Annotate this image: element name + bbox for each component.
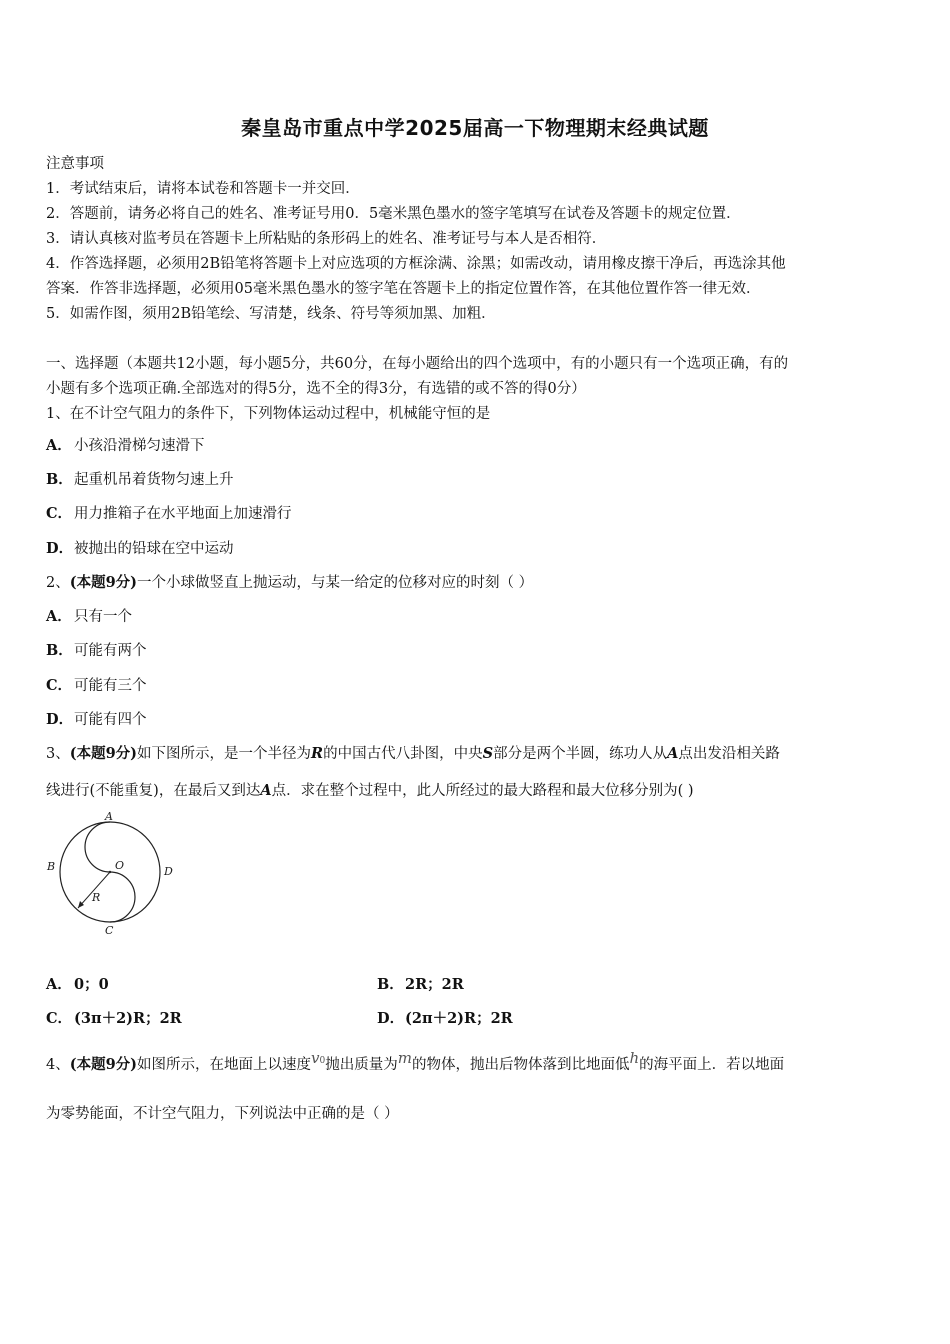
q4-var-v: v [311, 1049, 320, 1067]
option-text: 起重机吊着货物匀速上升 [74, 472, 234, 488]
option-text: 可能有四个 [74, 712, 147, 728]
q2-option-a [46, 605, 132, 626]
q3-text-2a: 线进行(不能重复)，在最后又到达 [46, 783, 261, 799]
q4-score: (本题9分) [69, 1056, 138, 1073]
q3-text-a: 如下图所示，是一个半径为 [137, 746, 312, 762]
option-letter: B． [377, 976, 404, 993]
q4-text-a: 如图所示，在地面上以速度 [137, 1057, 312, 1073]
q3-option-d [377, 1007, 513, 1028]
q2-stem [46, 571, 533, 592]
option-letter: D． [46, 711, 74, 728]
q4-var-m: m [397, 1049, 412, 1067]
notice-item-5: 5．如需作图，须用2B铅笔绘、写清楚，线条、符号等须加黑、加粗． [46, 306, 496, 322]
q3-number: 3、 [46, 746, 70, 762]
option-text: 小孩沿滑梯匀速滑下 [74, 438, 205, 454]
option-text: 只有一个 [74, 609, 132, 625]
label-d: D [164, 865, 173, 878]
q1-option-c [46, 502, 292, 523]
q4-var-h: h [629, 1049, 640, 1067]
option-text: 可能有三个 [74, 678, 147, 694]
option-letter: A． [46, 976, 72, 993]
option-text: 0；0 [74, 976, 109, 993]
q3-text-b: 的中国古代八卦图，中央 [323, 746, 483, 762]
notice-item-4-cont: 答案．作答非选择题，必须用05毫米黑色墨水的签字笔在答题卡上的指定位置作答，在其他位置作答一律无效． [46, 281, 761, 297]
q4-text-b: 抛出质量为 [325, 1057, 398, 1073]
q4-stem-line1 [46, 1049, 785, 1074]
option-letter: D． [46, 540, 74, 557]
q2-score: (本题9分) [69, 574, 138, 591]
q4-number: 4、 [46, 1057, 70, 1073]
notice-heading: 注意事项 [46, 156, 104, 172]
q3-option-a [46, 973, 109, 994]
q3-score: (本题9分) [69, 745, 138, 762]
option-letter: A． [46, 608, 72, 625]
q4-var-v-sub: 0 [319, 1056, 326, 1066]
notice-item-3: 3．请认真核对监考员在答题卡上所粘贴的条形码上的姓名、准考证号与本人是否相符． [46, 231, 607, 247]
label-r: R [92, 891, 101, 904]
option-text: 可能有两个 [74, 643, 147, 659]
q4-text-d: 的海平面上．若以地面 [639, 1057, 785, 1073]
q3-var-r: R [311, 745, 324, 762]
q3-text-2b: 点．求在整个过程中，此人所经过的最大路程和最大位移分别为( ) [271, 783, 694, 799]
q3-option-c [46, 1007, 182, 1028]
q3-text-d: 点出发沿相关路 [678, 746, 780, 762]
label-o: O [115, 859, 125, 872]
notice-item-4: 4．作答选择题，必须用2B铅笔将答题卡上对应选项的方框涂满、涂黑；如需改动，请用橡皮擦干净后，再选涂其他 [46, 256, 786, 272]
option-letter: D． [377, 1010, 405, 1027]
q4-text-c: 的物体，抛出后物体落到比地面低 [412, 1057, 630, 1073]
q3-stem-line2 [46, 779, 694, 800]
label-b: B [47, 860, 56, 873]
q1-option-a [46, 434, 205, 455]
q2-option-b [46, 639, 147, 660]
center-dot [109, 871, 111, 873]
q3-option-b [377, 973, 464, 994]
bagua-figure [44, 810, 184, 940]
option-letter: C． [46, 1010, 73, 1027]
option-letter: B． [46, 471, 73, 488]
q2-text: 一个小球做竖直上抛运动，与某一给定的位移对应的时刻（ ） [137, 575, 534, 591]
label-a: A [105, 810, 113, 823]
q2-option-d [46, 708, 147, 729]
option-text: (2π＋2)R；2R [405, 1010, 513, 1027]
q1-stem: 1、在不计空气阻力的条件下，下列物体运动过程中，机械能守恒的是 [46, 406, 491, 422]
q3-stem-line1 [46, 742, 780, 763]
q1-option-d [46, 537, 234, 558]
option-text: (3π＋2)R；2R [74, 1010, 182, 1027]
q3-var-a: A [667, 745, 679, 762]
option-letter: B． [46, 642, 73, 659]
option-letter: C． [46, 677, 73, 694]
label-c: C [105, 924, 114, 937]
q4-stem-line2: 为零势能面，不计空气阻力，下列说法中正确的是（ ） [46, 1106, 399, 1122]
q2-number: 2、 [46, 575, 70, 591]
page-title: 秦皇岛市重点中学2025届高一下物理期末经典试题 [241, 116, 709, 140]
q3-var-s: S [482, 745, 494, 762]
notice-item-2: 2．答题前，请务必将自己的姓名、准考证号用0．5毫米黑色墨水的签字笔填写在试卷及答题卡的规定位置． [46, 206, 741, 222]
section-heading-line1: 一、选择题（本题共12小题，每小题5分，共60分，在每小题给出的四个选项中，有的小题只有一个选项正确，有的 [46, 356, 789, 372]
option-text: 用力推箱子在水平地面上加速滑行 [74, 506, 292, 522]
notice-item-1: 1．考试结束后，请将本试卷和答题卡一并交回． [46, 181, 360, 197]
q1-option-b [46, 468, 234, 489]
option-text: 2R；2R [405, 976, 464, 993]
option-letter: C． [46, 505, 73, 522]
section-heading-line2: 小题有多个选项正确.全部选对的得5分，选不全的得3分，有选错的或不答的得0分） [46, 381, 586, 397]
q3-text-c: 部分是两个半圆，练功人从 [493, 746, 668, 762]
option-text: 被抛出的铅球在空中运动 [74, 541, 234, 557]
option-letter: A． [46, 437, 72, 454]
q3-var-a2: A [260, 782, 272, 799]
q4-var-v0 [311, 1049, 325, 1067]
q2-option-c [46, 674, 147, 695]
